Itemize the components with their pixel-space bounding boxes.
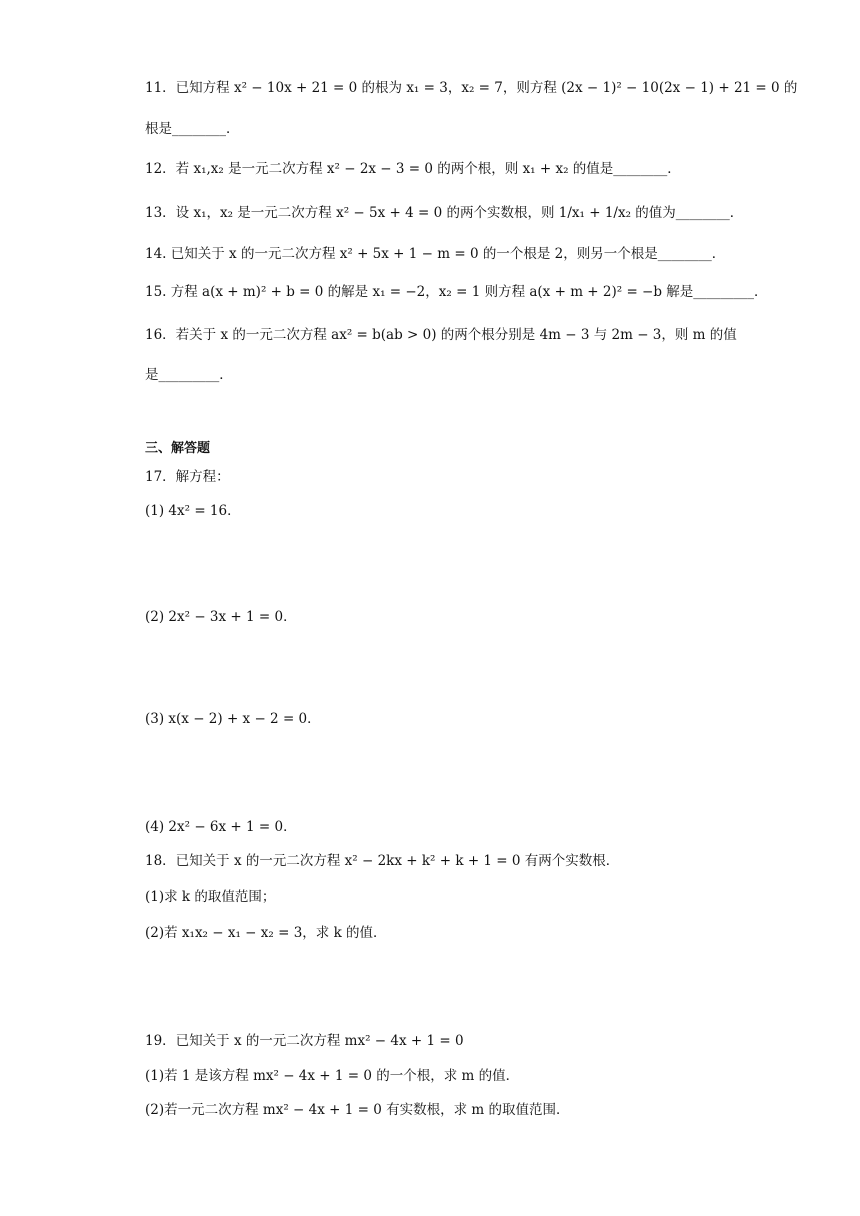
question-14: 14. 已知关于 x 的一元二次方程 x² + 5x + 1 − m = 0 的一个根是 2，则另一个根是________． (145, 246, 726, 262)
question-19-part-1: (1)若 1 是该方程 mx² − 4x + 1 = 0 的一个根，求 m 的值． (145, 1068, 520, 1084)
question-17-stem: 17．解方程： (145, 469, 230, 485)
question-18-part-1: (1)求 k 的取值范围； (145, 889, 276, 905)
question-15: 15. 方程 a(x + m)² + b = 0 的解是 x₁ = −2，x₂ = 1 则方程 a(x + m + 2)² = −b 解是_________． (145, 284, 768, 300)
question-19-stem: 19．已知关于 x 的一元二次方程 mx² − 4x + 1 = 0 (145, 1033, 464, 1049)
question-17-part-3: (3) x(x − 2) + x − 2 = 0． (145, 711, 321, 727)
question-16-line-1: 16．若关于 x 的一元二次方程 ax² = b(ab > 0) 的两个根分别是 4m − 3 与 2m − 3，则 m 的值 (145, 327, 737, 343)
question-12: 12．若 x₁,x₂ 是一元二次方程 x² − 2x − 3 = 0 的两个根，则 x₁ + x₂ 的值是________． (145, 161, 681, 177)
question-13: 13．设 x₁，x₂ 是一元二次方程 x² − 5x + 4 = 0 的两个实数根，则 1/x₁ + 1/x₂ 的值为________． (145, 205, 744, 221)
question-11-line-2: 根是________． (145, 121, 240, 137)
question-19-part-2: (2)若一元二次方程 mx² − 4x + 1 = 0 有实数根，求 m 的取值范围． (145, 1102, 570, 1118)
question-11-line-1: 11．已知方程 x² − 10x + 21 = 0 的根为 x₁ = 3，x₂ = 7，则方程 (2x − 1)² − 10(2x − 1) + 21 = 0 的 (145, 80, 798, 96)
question-18-part-2: (2)若 x₁x₂ − x₁ − x₂ = 3，求 k 的值． (145, 925, 387, 941)
question-17-part-4: (4) 2x² − 6x + 1 = 0． (145, 819, 297, 835)
question-17-part-2: (2) 2x² − 3x + 1 = 0． (145, 609, 297, 625)
section-title: 三、解答题 (145, 441, 211, 456)
question-18-stem: 18．已知关于 x 的一元二次方程 x² − 2kx + k² + k + 1 = 0 有两个实数根． (145, 853, 620, 869)
question-16-line-2: 是_________． (145, 367, 233, 383)
question-17-part-1: (1) 4x² = 16． (145, 503, 241, 519)
